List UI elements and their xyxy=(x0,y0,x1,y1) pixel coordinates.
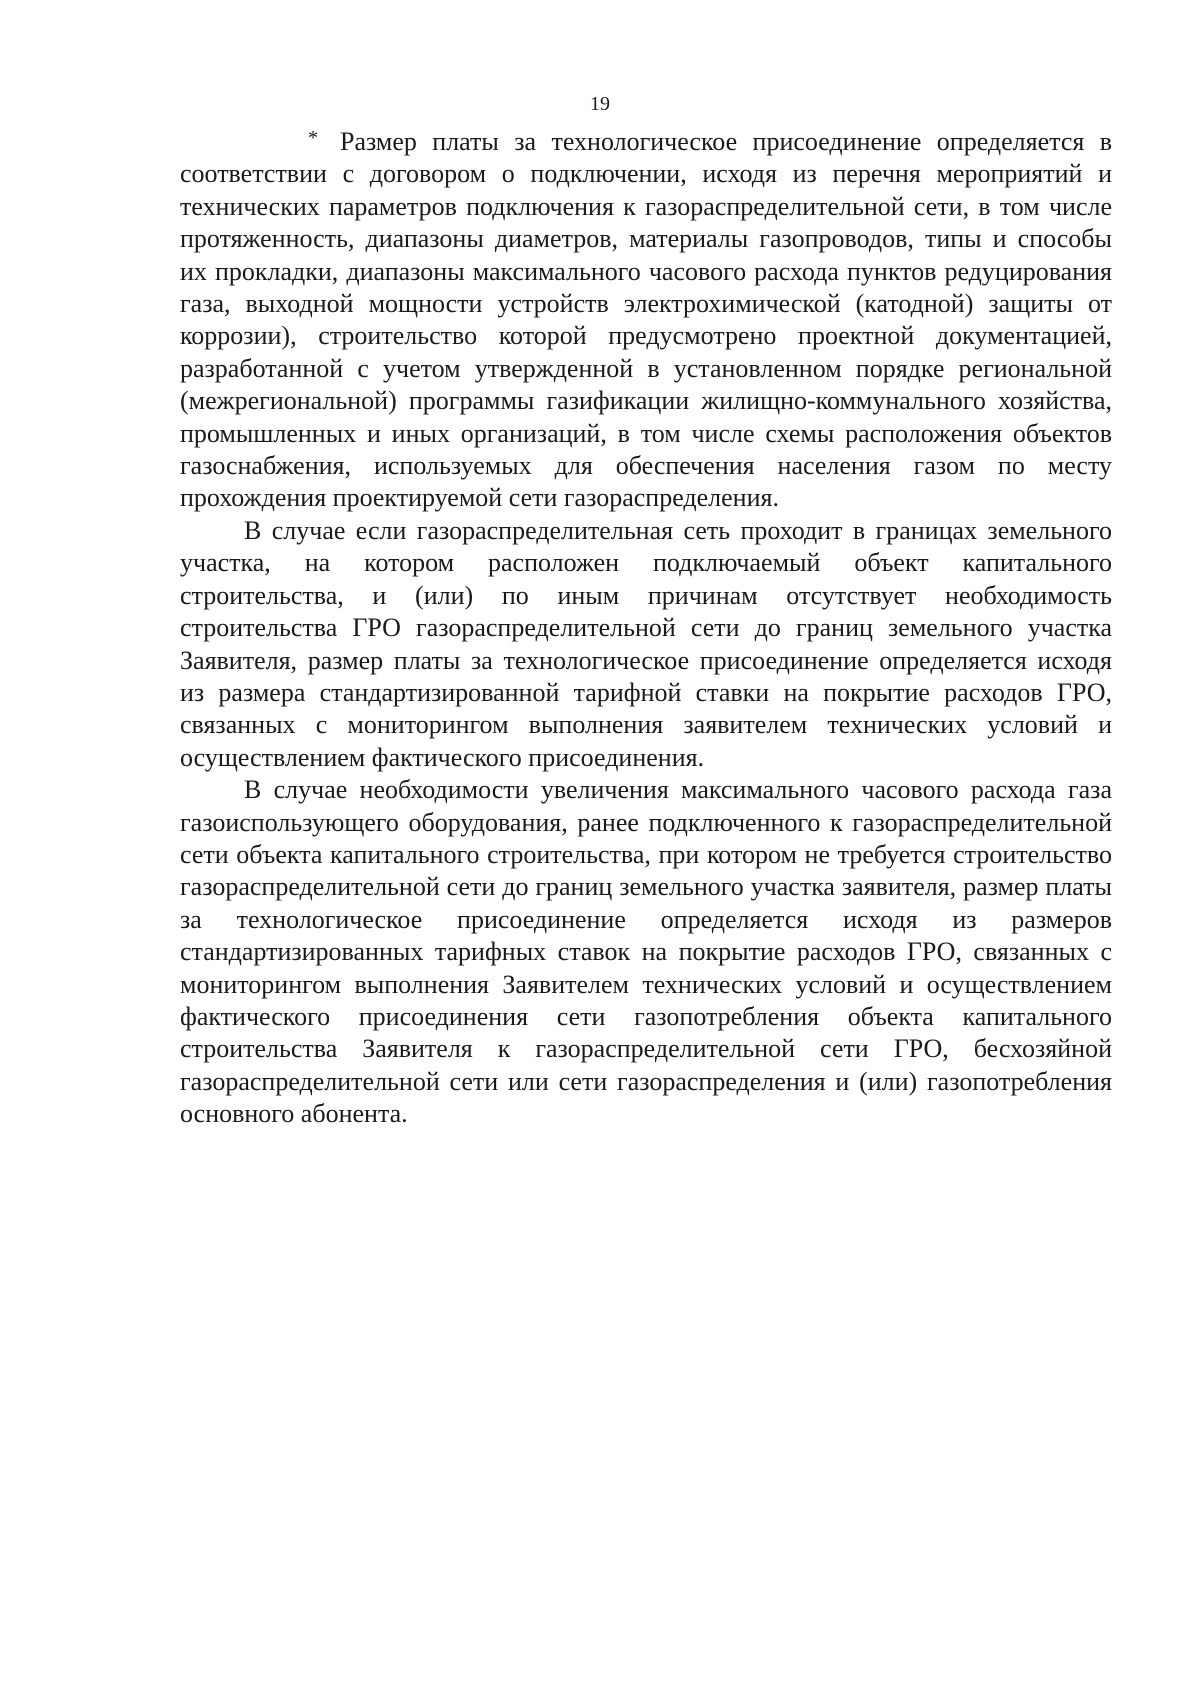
document-body xyxy=(180,122,1112,1131)
paragraph-text: Размер платы за технологическое присоединение определяется в соответствии с договором о подключении, исходя из перечня мероприятий и технических параметров подключения к газораспределительной сети, в том числе протяженность, диапазоны диаметров, материалы газопроводов, типы и способы их прокладки, диапазоны максимального часового расхода пунктов редуцирования газа, выходной мощности устройств электрохимической (катодной) защиты от коррозии), строительство которой предусмотрено проектной документацией, разработанной с учетом утвержденной в установленном порядке региональной (межрегиональной) программы газификации жилищно-коммунального хозяйства, промышленных и иных организаций, в том числе схемы расположения объектов газоснабжения, используемых для обеспечения населения газом по месту прохождения проектируемой сети газораспределения. xyxy=(180,127,1112,513)
paragraph-capacity-increase: В случае необходимости увеличения максимального часового расхода газа газоиспользующего оборудования, ранее подключенного к газораспределительной сети объекта капитального строительства, при котором не требуется строительство газораспределительной сети до границ земельного участка заявителя, размер платы за технологическое присоединение определяется исходя из размеров стандартизированных тарифных ставок на покрытие расходов ГРО, связанных с мониторингом выполнения Заявителем технических условий и осуществлением фактического присоединения сети газопотребления объекта капитального строительства Заявителя к газораспределительной сети ГРО, бесхозяйной газораспределительной сети или сети газораспределения и (или) газопотребления основного абонента. xyxy=(180,775,1112,1129)
paragraph-network-within-plot: В случае если газораспределительная сеть проходит в границах земельного участка, на котором расположен подключаемый объект капитального строительства, и (или) по иным причинам отсутствует необходимость строительства ГРО газораспределительной сети до границ земельного участка Заявителя, размер платы за технологическое присоединение определяется исходя из размера стандартизированной тарифной ставки на покрытие расходов ГРО, связанных с мониторингом выполнения заявителем технических условий и осуществлением фактического присоединения. xyxy=(180,515,1112,772)
paragraph-fee-definition xyxy=(180,122,1112,515)
page-number: 19 xyxy=(590,93,610,115)
footnote-marker: * xyxy=(308,127,318,149)
